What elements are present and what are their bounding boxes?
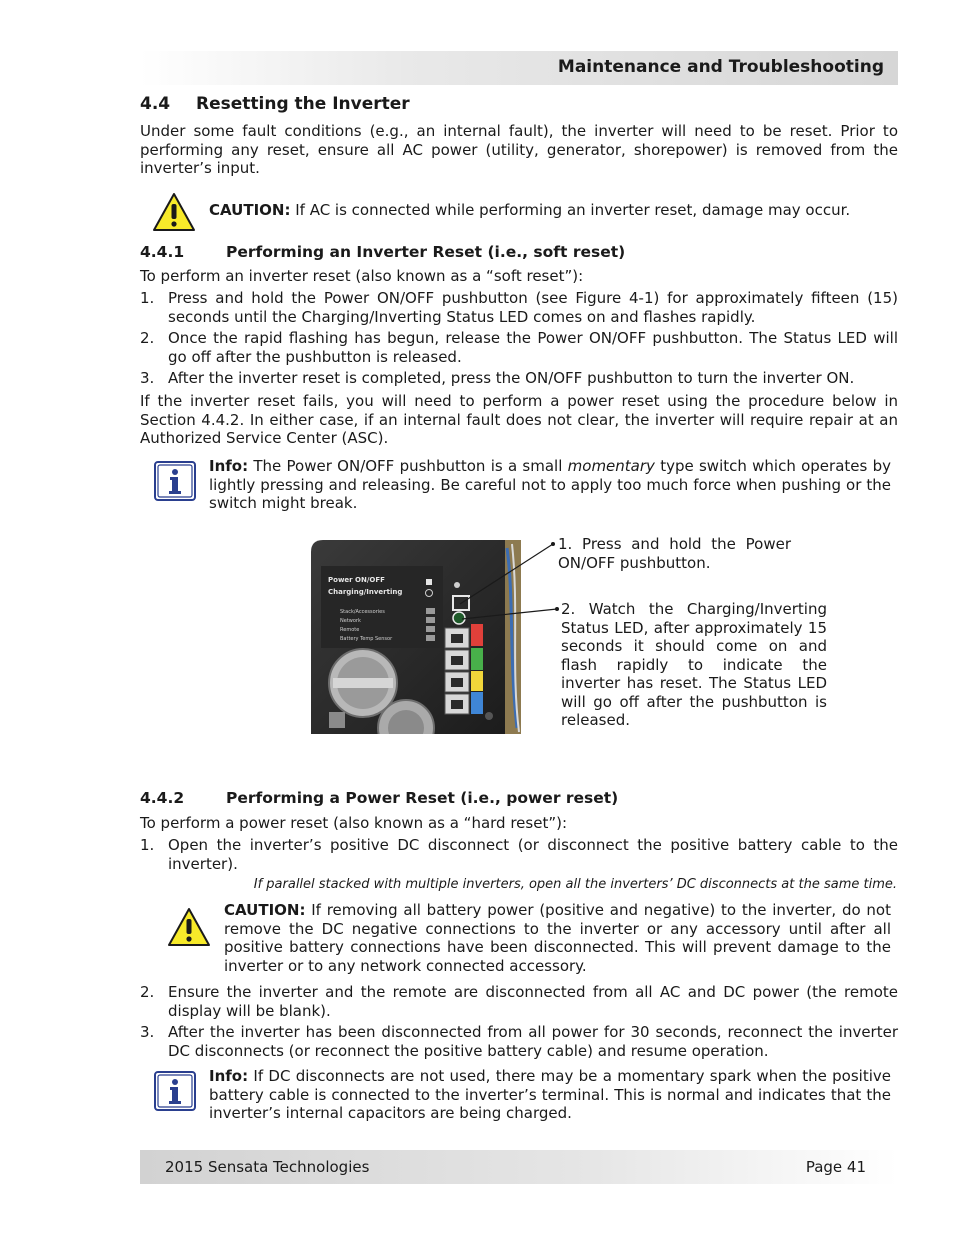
- figure-callout-2: 2. Watch the Charging/Inverting Status LED, after approximately 15 seconds it should come on and flash rapidly to indicate the inverter has reset. The Status LED will go off after the pushbutton is released.: [561, 600, 827, 729]
- step-number: 1.: [140, 836, 155, 854]
- caution-note-2: [224, 901, 891, 975]
- info-label: Info:: [209, 1067, 249, 1085]
- step-text: Press and hold the Power ON/OFF pushbutton (see Figure 4-1) for approximately fifteen (15) seconds until the Charging/Inverting Status LED comes on and flashes rapidly.: [168, 289, 898, 326]
- callout-leader-lines: [450, 540, 560, 630]
- info-text: If DC disconnects are not used, there may be a momentary spark when the positive battery cable is connected to the inverter’s terminal. This is normal and indicates that the inverter’s internal capacitors are being charged.: [209, 1067, 891, 1122]
- section-4-4-heading: [140, 95, 410, 114]
- caution-label: CAUTION:: [209, 201, 291, 219]
- section-4-4-1-heading: [140, 243, 625, 262]
- list-item: [140, 329, 898, 366]
- caution-label: CAUTION:: [224, 901, 306, 919]
- panel-power-label: Power ON/OFF: [328, 576, 385, 584]
- info-icon: [154, 1071, 196, 1111]
- section-4-4-2-heading: [140, 789, 618, 808]
- caution-text: If removing all battery power (positive and negative) to the inverter, do not remove the DC negative connections to the inverter or any accessory until after all positive battery connections have been disconnected. This will prevent damage to the inverter or to any network connected accessory.: [224, 901, 891, 975]
- page-footer: [140, 1150, 898, 1184]
- panel-port-label: Stack/Accessories: [340, 609, 385, 615]
- info-text-pre: The Power ON/OFF pushbutton is a small: [248, 457, 568, 475]
- panel-charging-label: Charging/Inverting: [328, 588, 403, 596]
- subsection-number: 4.4.2: [140, 789, 185, 807]
- step-text: Open the inverter’s positive DC disconnect (or disconnect the positive battery cable to the inverter).: [168, 836, 898, 873]
- section-4-4-2-intro: To perform a power reset (also known as a “hard reset”):: [140, 814, 568, 832]
- info-note-2: [209, 1067, 891, 1123]
- info-text-emphasis: momentary: [567, 457, 655, 475]
- info-label: Info:: [209, 457, 249, 475]
- header-title: Maintenance and Troubleshooting: [557, 57, 884, 77]
- caution-warning-icon: [152, 192, 196, 232]
- list-item: [140, 836, 898, 873]
- info-icon: [154, 461, 196, 501]
- caution-warning-icon: [167, 907, 211, 947]
- subsection-title: Performing a Power Reset (i.e., power reset): [226, 789, 619, 807]
- panel-port-label: Network: [340, 618, 361, 624]
- page-header: [140, 51, 898, 85]
- step-number: 3.: [140, 369, 155, 387]
- step-text: Once the rapid flashing has begun, release the Power ON/OFF pushbutton. The Status LED will go off after the pushbutton is released.: [168, 329, 898, 366]
- section-number: 4.4: [140, 94, 171, 114]
- figure-callout-1: 1. Press and hold the Power ON/OFF pushbutton.: [558, 535, 791, 572]
- footer-copyright: 2015 Sensata Technologies: [165, 1158, 370, 1176]
- info-text-post: type switch which operates by lightly pressing and releasing. Be careful not to apply too much force when pushing or the switch might break.: [209, 457, 891, 512]
- caution-note-1: [209, 201, 899, 220]
- caution-text: If AC is connected while performing an inverter reset, damage may occur.: [290, 201, 851, 219]
- step-number: 1.: [140, 289, 155, 307]
- list-item: [140, 1023, 898, 1060]
- section-4-4-intro: Under some fault conditions (e.g., an internal fault), the inverter will need to be reset. Prior to performing any reset, ensure all AC power (utility, generator, shorepower) is removed from the inverter’s input.: [140, 122, 898, 177]
- list-item: [140, 983, 898, 1020]
- step-number: 2.: [140, 983, 155, 1001]
- subsection-title: Performing an Inverter Reset (i.e., soft reset): [226, 243, 626, 261]
- section-title: Resetting the Inverter: [196, 94, 410, 114]
- step-text: After the inverter reset is completed, press the ON/OFF pushbutton to turn the inverter ON.: [168, 369, 855, 387]
- step-text: After the inverter has been disconnected from all power for 30 seconds, reconnect the inverter DC disconnects (or reconnect the positive battery cable) and resume operation.: [168, 1023, 898, 1060]
- list-item: [140, 369, 898, 388]
- section-4-4-1-intro: To perform an inverter reset (also known as a “soft reset”):: [140, 267, 584, 285]
- list-item: [140, 289, 898, 326]
- subsection-number: 4.4.1: [140, 243, 185, 261]
- step-number: 3.: [140, 1023, 155, 1041]
- panel-port-label: Remote: [340, 627, 360, 633]
- step-text: Ensure the inverter and the remote are disconnected from all AC and DC power (the remote display will be blank).: [168, 983, 898, 1020]
- panel-port-label: Battery Temp Sensor: [340, 636, 393, 642]
- parallel-stack-note: If parallel stacked with multiple inverters, open all the inverters’ DC disconnects at the same time.: [253, 877, 897, 892]
- step-number: 2.: [140, 329, 155, 347]
- page-number: Page 41: [805, 1158, 866, 1176]
- info-note-1: [209, 457, 891, 513]
- section-4-4-1-followup: If the inverter reset fails, you will need to perform a power reset using the procedure below in Section 4.4.2. In either case, if an internal fault does not clear, the inverter will require repair at an Authorized Service Center (ASC).: [140, 392, 898, 447]
